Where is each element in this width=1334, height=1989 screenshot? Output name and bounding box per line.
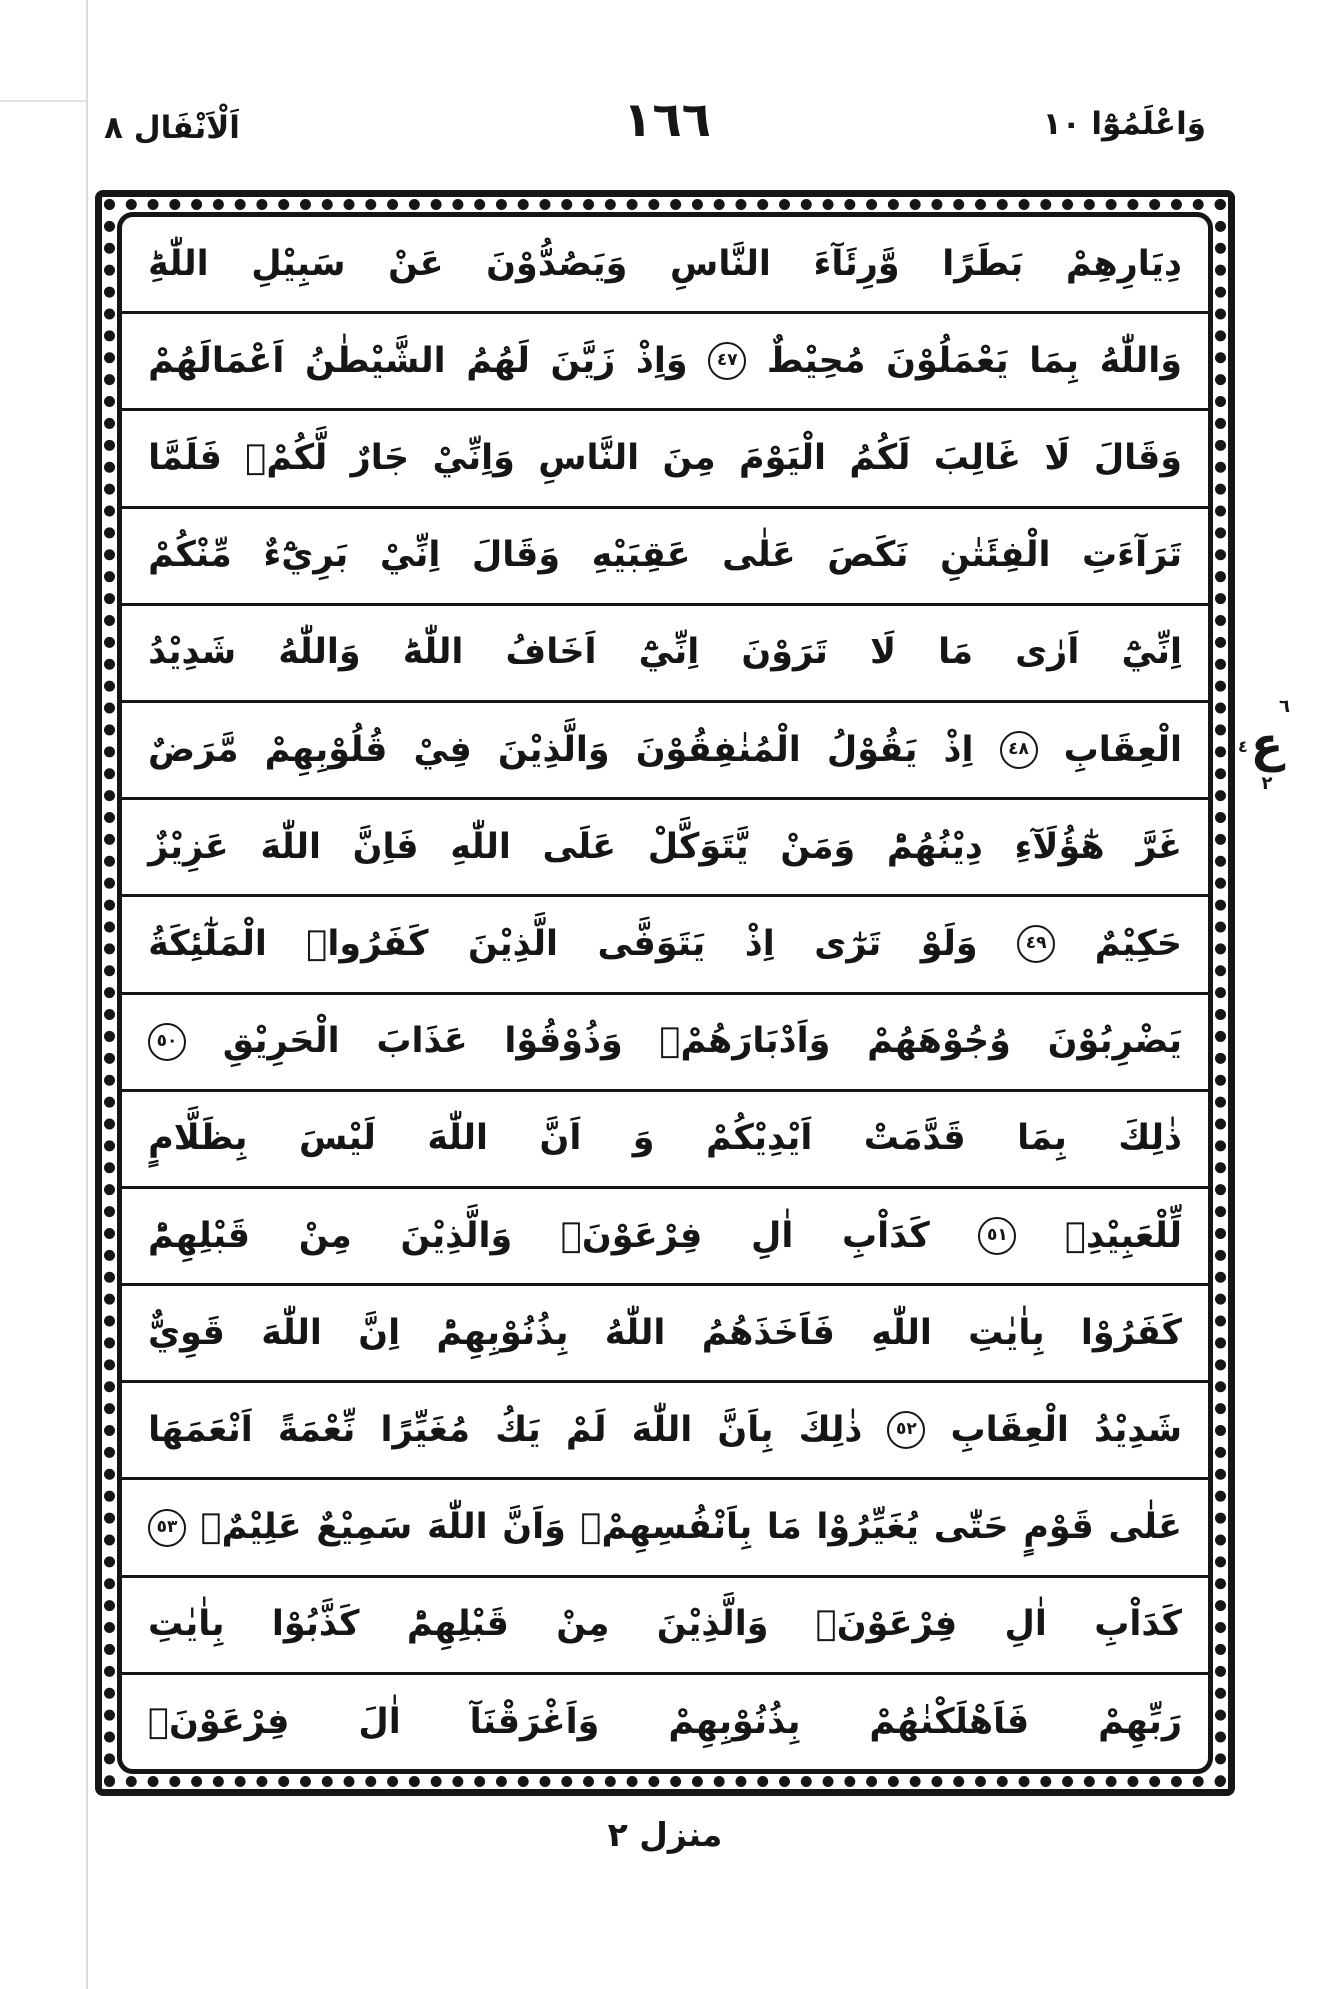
ayah-number-marker: ٥٠: [148, 1023, 186, 1061]
quran-word: فَاِنَّ: [352, 826, 419, 867]
quran-word: الْفِئَتٰنِ: [940, 535, 1051, 576]
quran-word: الْحَرِيْقِ: [222, 1021, 340, 1062]
quran-line: [122, 800, 1208, 897]
quran-word: اٰلِ: [1004, 1604, 1047, 1645]
page-footer: [95, 1815, 1235, 1854]
quran-word: قَوِيٌّ: [148, 1312, 225, 1353]
quran-word: بِاَنَّ: [717, 1409, 774, 1450]
quran-word: اَخَافُ: [505, 632, 597, 673]
quran-line: [122, 1092, 1208, 1189]
quran-word: وَالَّذِيْنَ: [497, 729, 610, 770]
ruku-ayah-count: ٤: [1238, 737, 1248, 756]
quran-word: اِنَّ: [358, 1312, 401, 1353]
quran-word: مِّنْكُمْ: [148, 535, 232, 576]
quran-word: يَقُوْلُ: [826, 729, 918, 770]
quran-word: وَاِنِّيْ: [432, 438, 515, 479]
quran-line: [122, 314, 1208, 411]
quran-word: وَ: [632, 1118, 655, 1159]
quran-word: وَاِذْ: [635, 340, 688, 381]
quran-word: اللّٰهِ: [871, 1312, 932, 1353]
quran-word: اَنْعَمَهَا: [148, 1409, 253, 1450]
quran-word: اِنِّيْٓ: [638, 632, 700, 673]
quran-word: غَالِبَ: [933, 438, 1021, 479]
quran-word: اللّٰهَ: [260, 826, 321, 867]
quran-word: وَاللّٰهُ: [278, 632, 361, 673]
quran-word: بِظَلَّامٍ: [148, 1118, 248, 1159]
quran-word: اللّٰهَ: [631, 1409, 693, 1450]
quran-word: شَدِيْدُ: [148, 632, 237, 673]
quran-line: [122, 509, 1208, 606]
quran-word: بِمَا: [1029, 340, 1079, 381]
quran-word: ذٰلِكَ: [798, 1409, 863, 1450]
quran-word: اَعْمَالَهُمْ: [148, 340, 285, 381]
quran-word: قَبْلِهِمْؕ: [406, 1604, 509, 1645]
quran-word: اللّٰهَ: [426, 1507, 488, 1548]
quran-word: لَا: [870, 632, 897, 673]
ayah-number-marker: ٤٧: [708, 342, 746, 380]
quran-word: يَتَوَفَّى: [597, 924, 706, 965]
quran-word: شَدِيْدُ: [1094, 1409, 1182, 1450]
quran-word: قَبْلِهِمْؕ: [148, 1215, 251, 1256]
quran-line: [122, 1480, 1208, 1577]
quran-word: نَكَصَ: [827, 535, 909, 576]
quran-word: مُحِيْطٌ: [766, 340, 866, 381]
quran-word: عَنْ: [388, 243, 444, 284]
quran-word: مَّرَضٌ: [148, 729, 239, 770]
quran-word: وَلَوْ: [920, 924, 978, 965]
page-number: ١٦٦: [623, 92, 711, 148]
quran-word: بِاَنْفُسِهِمْۙ: [580, 1507, 753, 1548]
quran-word: يَكُ: [495, 1409, 541, 1450]
quran-word: كَفَرُواۙ: [306, 924, 429, 965]
ayah-number-marker: ٤٨: [1000, 731, 1038, 769]
quran-word: اللّٰهَ: [261, 1312, 322, 1353]
quran-word: فَاَهْلَكْنٰهُمْ: [869, 1701, 1030, 1742]
quran-word: الْعِقَابِ: [1063, 729, 1182, 770]
quran-word: تَرَوْنَ: [741, 632, 828, 673]
quran-word: يَّتَوَكَّلْ: [647, 826, 749, 867]
quran-word: فِيْ: [413, 729, 472, 770]
quran-word: اٰلَ: [358, 1701, 401, 1742]
quran-word: عَلٰى: [1108, 1507, 1182, 1548]
quran-word: بَرِيْٓءٌ: [263, 535, 349, 576]
manzil-label: منزل ٢: [607, 1815, 723, 1854]
quran-word: اِذْ: [943, 729, 974, 770]
quran-word: الْمَلٰٓئِكَةُ: [148, 924, 267, 965]
quran-line: [122, 1286, 1208, 1383]
quran-word: مِنَ: [662, 438, 716, 479]
quran-word: وَاَغْرَقْنَآ: [469, 1701, 600, 1742]
quran-word: وَيَصُدُّوْنَ: [486, 243, 628, 284]
quran-word: سَبِيْلِ: [251, 243, 346, 284]
quran-word: يُغَيِّرُوْا: [816, 1507, 920, 1548]
quran-word: الشَّيْطٰنُ: [304, 340, 446, 381]
quran-word: يَضْرِبُوْنَ: [1047, 1021, 1182, 1062]
quran-word: اللّٰهِؕ: [148, 243, 209, 284]
quran-word: يَعْمَلُوْنَ: [886, 340, 1009, 381]
quran-word: نِّعْمَةً: [277, 1409, 356, 1450]
quran-word: النَّاسِ: [670, 243, 771, 284]
quran-word: وَذُوْقُوْا: [504, 1021, 623, 1062]
ruku-ain-row: [1238, 717, 1296, 773]
mushaf-border-outer: [95, 190, 1235, 1796]
quran-word: عَقِبَيْهِ: [591, 535, 691, 576]
quran-word: وَالَّذِيْنَ: [400, 1215, 513, 1256]
quran-word: جَارٌ: [350, 438, 410, 479]
quran-word: فِرْعَوْنَۙ: [560, 1215, 703, 1256]
quran-word: تَرٰٓى: [814, 924, 882, 965]
quran-word: بِمَا: [1017, 1118, 1067, 1159]
mushaf-border-beads: [104, 199, 1226, 1787]
quran-line: [122, 1189, 1208, 1286]
quran-word: بَطَرًا: [942, 243, 1024, 284]
quran-word: حَكِيْمٌ: [1094, 924, 1182, 965]
quran-word: رَبِّهِمْ: [1098, 1701, 1182, 1742]
quran-word: وَاَنَّ: [502, 1507, 566, 1548]
quran-line: [122, 1578, 1208, 1675]
quran-word: لِّلْعَبِيْدِۙ: [1065, 1215, 1182, 1256]
quran-text-box: [117, 212, 1213, 1774]
quran-word: مَا: [766, 1507, 802, 1548]
quran-word: وَاللّٰهُ: [1099, 340, 1182, 381]
quran-word: مُغَيِّرًا: [380, 1409, 470, 1450]
quran-word: تَرَآءَتِ: [1082, 535, 1182, 576]
quran-word: مِنْ: [556, 1604, 610, 1645]
quran-line: [122, 217, 1208, 314]
quran-word: الَّذِيْنَ: [467, 924, 558, 965]
surah-name-label: اَلْاَنْفَال ٨: [104, 110, 240, 146]
quran-word: اِنِّيْ: [379, 535, 441, 576]
quran-word: عَذَابَ: [376, 1021, 468, 1062]
quran-word: فَلَمَّا: [148, 438, 222, 479]
juz-ruku-number: ٢: [1261, 773, 1273, 794]
ayah-number-marker: ٤٩: [1017, 925, 1055, 963]
quran-word: مِنْ: [298, 1215, 352, 1256]
quran-line: [122, 995, 1208, 1092]
quran-word: لَهُمُ: [466, 340, 530, 381]
quran-line: [122, 411, 1208, 508]
quran-word: لَكُمُ: [849, 438, 911, 479]
quran-word: اَرٰى: [1015, 632, 1080, 673]
quran-word: لَمْ: [565, 1409, 607, 1450]
quran-word: عَلِيْمٌۙ: [200, 1507, 302, 1548]
quran-line: [122, 703, 1208, 800]
quran-line: [122, 606, 1208, 703]
quran-word: كَدَاْبِ: [841, 1215, 930, 1256]
quran-word: اللّٰهَؕ: [402, 632, 464, 673]
quran-line: [122, 897, 1208, 994]
quran-word: فِرْعَوْنَۚ: [148, 1701, 290, 1742]
quran-word: الْيَوْمَ: [739, 438, 827, 479]
quran-word: اللّٰهِ: [450, 826, 511, 867]
quran-word: فَاَخَذَهُمُ: [701, 1312, 835, 1353]
quran-word: حَتّٰى: [933, 1507, 1009, 1548]
quran-word: بِذُنُوْبِهِمْ: [668, 1701, 801, 1742]
quran-word: عَزِيْزٌ: [148, 826, 229, 867]
quran-word: ذٰلِكَ: [1118, 1118, 1182, 1159]
quran-word: دِيَارِهِمْ: [1065, 243, 1182, 284]
quran-word: اٰلِ: [750, 1215, 794, 1256]
quran-word: اِذْ: [744, 924, 775, 965]
quran-word: لَا: [1044, 438, 1071, 479]
quran-word: وَمَنْ: [780, 826, 856, 867]
quran-word: مَا: [938, 632, 973, 673]
juz-name-label: وَاعْلَمُوْٓا ١٠: [1042, 106, 1206, 142]
quran-word: قَدَّمَتْ: [863, 1118, 966, 1159]
ayah-number-marker: ٥٢: [887, 1411, 925, 1449]
quran-word: اَنَّ: [539, 1118, 582, 1159]
quran-word: قَوْمٍ: [1023, 1507, 1094, 1548]
quran-word: وَقَالَ: [471, 535, 561, 576]
quran-word: كَدَاْبِ: [1094, 1604, 1182, 1645]
quran-line: [122, 1675, 1208, 1769]
quran-word: اللّٰهُ: [604, 1312, 666, 1353]
quran-word: سَمِيْعٌ: [316, 1507, 413, 1548]
ain-glyph: ع: [1250, 717, 1284, 773]
quran-word: الْمُنٰفِقُوْنَ: [635, 729, 801, 770]
quran-word: وَاَدْبَارَهُمْۚ: [659, 1021, 831, 1062]
quran-word: غَرَّ: [1136, 826, 1182, 867]
ruku-number: ٦: [1279, 696, 1290, 717]
quran-word: بِاٰيٰتِ: [968, 1312, 1045, 1353]
quran-word: عَلٰى: [722, 535, 796, 576]
ruku-marker: [1238, 696, 1296, 794]
quran-word: وَّرِئَآءَ: [813, 243, 900, 284]
quran-word: عَلَى: [542, 826, 617, 867]
quran-word: وَقَالَ: [1093, 438, 1182, 479]
quran-word: اَيْدِيْكُمْ: [706, 1118, 813, 1159]
quran-line: [122, 1383, 1208, 1480]
quran-word: لَيْسَ: [299, 1118, 376, 1159]
quran-word: هٰٓؤُلَآءِ: [1014, 826, 1105, 867]
ayah-number-marker: ٥٣: [148, 1509, 186, 1547]
page-header: [0, 92, 1334, 162]
quran-word: اللّٰهَ: [427, 1118, 489, 1159]
quran-word: اِنِّيْٓ: [1121, 632, 1182, 673]
page-gutter-line: [86, 0, 88, 1989]
quran-word: لَّكُمْۚ: [245, 438, 328, 479]
ayah-number-marker: ٥١: [978, 1217, 1016, 1255]
quran-word: وَالَّذِيْنَ: [656, 1604, 769, 1645]
quran-word: زَيَّنَ: [550, 340, 616, 381]
quran-word: بِذُنُوْبِهِمْؕ: [436, 1312, 569, 1353]
quran-word: قُلُوْبِهِمْ: [264, 729, 388, 770]
quran-word: النَّاسِ: [538, 438, 640, 479]
quran-word: وُجُوْهَهُمْ: [867, 1021, 1011, 1062]
quran-word: الْعِقَابِ: [950, 1409, 1069, 1450]
quran-word: كَذَّبُوْا: [271, 1604, 360, 1645]
quran-word: بِاٰيٰتِ: [148, 1604, 225, 1645]
quran-word: فِرْعَوْنَۙ: [815, 1604, 958, 1645]
quran-word: دِيْنُهُمْؕ: [886, 826, 983, 867]
quran-word: كَفَرُوْا: [1080, 1312, 1182, 1353]
